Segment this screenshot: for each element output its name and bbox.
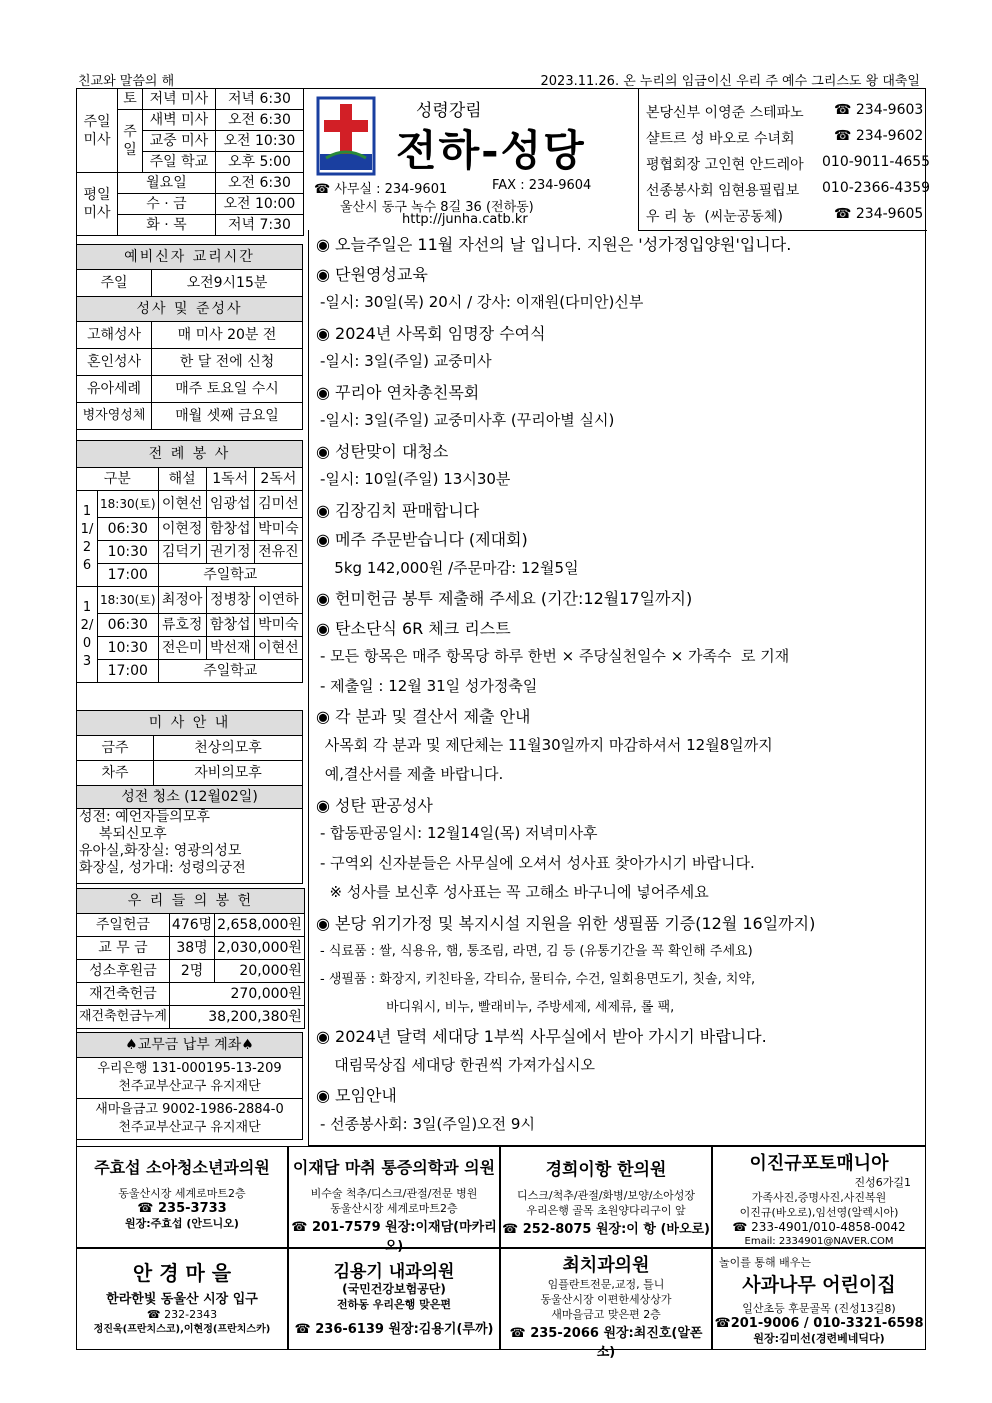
weekday-time: 오전 6:30	[215, 173, 303, 194]
announcement-heading: ◉ 2024년 달력 세대당 1부씩 사무실에서 받아 가시기 바랍니다.	[316, 1027, 767, 1046]
liturgy-person: 박미숙	[254, 518, 302, 541]
staff-role: 평협회장 고인현 안드레아	[646, 157, 804, 173]
announcement-detail: 바디워시, 비누, 빨래비누, 주방세제, 세제류, 롤 팩,	[320, 1000, 675, 1015]
offering-name: 교 무 금	[77, 937, 170, 960]
sacrament-name: 고해성사	[77, 322, 152, 349]
liturgy-person: 정병창	[206, 587, 254, 614]
offering-amount: 38,200,380원	[169, 1006, 304, 1029]
offering-count: 476명	[169, 914, 214, 937]
church-logo-icon	[316, 96, 376, 176]
ad-box	[500, 1146, 712, 1248]
ad-line: 전하동 우리은행 맞은편	[337, 1298, 451, 1311]
sacrament-name: 혼인성사	[77, 349, 152, 376]
mass-time: 저녁 6:30	[215, 89, 303, 110]
weekday-mass-label: 평일 미사	[77, 173, 118, 236]
liturgy-table	[76, 440, 303, 683]
catechumen-day: 주일	[77, 270, 152, 297]
offering-name: 성소후원금	[77, 960, 170, 983]
account-bank: 새마을금고 9002-1986-2884-0	[95, 1102, 284, 1117]
accounts-title: ♠교무금 납부 계좌♠	[77, 1033, 303, 1058]
offering-count: 38명	[169, 937, 214, 960]
ad-line: 임플란트전문,교정, 틀니	[547, 1278, 665, 1291]
ad-line: (국민건강보험공단)	[342, 1282, 446, 1296]
ad-box	[288, 1146, 500, 1254]
logo-title: 전하-성당	[396, 126, 586, 175]
liturgy-person: 함창섭	[206, 614, 254, 637]
offering-name: 재건축헌금누계	[77, 1006, 170, 1029]
ad-line: 동울산시장 세계로마트2층	[330, 1202, 458, 1215]
announcement-heading: ◉ 오늘주일은 11월 자선의 날 입니다. 지원은 '성가정입양원'입니다.	[316, 235, 792, 254]
mass-time: 오전 6:30	[215, 110, 303, 131]
staff-role: 선종봉사회 임현용필립보	[646, 183, 800, 199]
announcement-detail: - 제출일 : 12월 31일 성가정축일	[320, 676, 538, 695]
ad-box	[712, 1146, 926, 1248]
weekday-name: 월요일	[118, 173, 216, 194]
offering-amount: 2,658,000원	[215, 914, 305, 937]
liturgy-date: 12/03	[77, 587, 98, 683]
ad-line: 정진욱(프란치스코),이현정(프란치스카)	[93, 1324, 271, 1335]
mass-guide-name: 차주	[77, 761, 154, 786]
staff-role: 우 리 농 (씨눈공동체)	[646, 209, 783, 225]
liturgy-span: 주일학교	[158, 660, 302, 683]
liturgy-person: 김덕기	[158, 541, 206, 564]
account-holder: 천주교부산교구 유지재단	[118, 1120, 261, 1135]
offering-amount: 20,000원	[215, 960, 305, 983]
ad-title: 이진규포토매니아	[749, 1153, 889, 1174]
address: 울산시 동구 녹수 8길 36 (전하동)	[340, 200, 534, 215]
staff-role: 샬트르 성 바오로 수녀회	[646, 131, 795, 147]
sacrament-desc: 매주 토요일 수시	[152, 376, 303, 403]
weekday-name: 수 · 금	[118, 194, 216, 215]
announcement-detail: -일시: 3일(주일) 교중미사	[320, 352, 492, 370]
announcement-detail: 5kg 142,000원 /주문마감: 12월5일	[320, 558, 579, 577]
announcement-heading: ◉ 헌미헌금 봉투 제출해 주세요 (기간:12월17일까지)	[316, 589, 693, 608]
liturgy-span: 주일학교	[158, 564, 302, 587]
staff-phone: ☎ 234-9603	[834, 102, 924, 118]
liturgy-header: 해설	[158, 468, 206, 491]
liturgy-time: 17:00	[98, 564, 159, 587]
ad-line: 일산초등 후문골목 (진성13길8)	[742, 1302, 896, 1315]
announcement-detail: - 합동판공일시: 12월14일(목) 저녁미사후	[320, 824, 598, 842]
ad-line: 우리은행 골목 초원양다리구이 앞	[526, 1204, 686, 1217]
announcement-detail: -일시: 10일(주일) 13시30분	[320, 470, 511, 488]
ad-phone: ☎ 232-2343	[146, 1308, 218, 1321]
sunday-mass-label: 주일 미사	[77, 89, 118, 173]
mass-day: 토	[118, 89, 143, 110]
sacrament-desc: 한 달 전에 신청	[152, 349, 303, 376]
announcement-heading: ◉ 김장김치 판매합니다	[316, 500, 480, 520]
catechumen-table	[76, 244, 303, 430]
offering-name: 주일헌금	[77, 914, 170, 937]
sacraments-title: 성사 및 준성사	[77, 297, 303, 322]
announcement-detail: ※ 성사를 보신후 성사표는 꼭 고해소 바구니에 넣어주세요	[320, 883, 709, 901]
mass-guide-title: 미 사 안 내	[77, 711, 303, 736]
liturgy-person: 전유진	[254, 541, 302, 564]
sacrament-name: 병자영성체	[77, 403, 152, 430]
ad-title: 최치과의원	[562, 1255, 650, 1276]
staff-phone: ☎ 234-9602	[834, 128, 924, 144]
ad-box	[500, 1248, 712, 1360]
liturgy-person: 이현정	[158, 518, 206, 541]
mass-guide-desc: 천상의모후	[154, 736, 303, 761]
ad-line: 동울산시장 이편한세상상가	[540, 1293, 672, 1306]
liturgy-person: 임광섭	[206, 491, 254, 518]
cleaning-line: 복되신모후	[99, 826, 167, 842]
liturgy-person: 이현선	[158, 491, 206, 518]
mass-name: 주일 학교	[143, 152, 216, 173]
announcement-heading: ◉ 모임안내	[316, 1086, 397, 1105]
announcement-heading: ◉ 단원영성교육	[316, 264, 428, 284]
ad-line: 동울산시장 세계로마트2층	[118, 1187, 246, 1200]
liturgy-date: 11/26	[77, 491, 98, 587]
ad-title: 주효섭 소아청소년과의원	[94, 1158, 270, 1177]
liturgy-person: 함창섭	[206, 518, 254, 541]
ad-title: 경희이항 한의원	[545, 1160, 667, 1180]
ad-title: 안 경 마 을	[132, 1261, 232, 1285]
ad-phone: ☎ 252-8075 원장:이 항 (바오로)	[502, 1222, 710, 1237]
weekday-name: 화 · 목	[118, 215, 216, 236]
mass-guide-table	[76, 710, 303, 884]
staff-role: 본당신부 이영준 스테파노	[646, 105, 804, 121]
liturgy-time: 06:30	[98, 518, 159, 541]
liturgy-header: 1독서	[206, 468, 254, 491]
ad-phone: ☎ 236-6139 원장:김용기(루까)	[294, 1322, 494, 1337]
ad-box	[76, 1248, 288, 1350]
account-holder: 천주교부산교구 유지재단	[118, 1079, 261, 1094]
mass-guide-name: 금주	[77, 736, 154, 761]
ad-box	[76, 1146, 288, 1248]
announcement-heading: ◉ 탄소단식 6R 체크 리스트	[316, 618, 511, 638]
announcement-heading: ◉ 성탄맞이 대청소	[316, 441, 449, 461]
mass-name: 저녁 미사	[143, 89, 216, 110]
announcement-detail: -일시: 3일(주일) 교중미사후 (꾸리아별 실시)	[320, 411, 615, 429]
liturgy-header: 구분	[77, 468, 159, 491]
ad-title: 이재담 마취 통증의학과 의원	[292, 1158, 496, 1177]
liturgy-time: 10:30	[98, 541, 159, 564]
ad-line: 원장:주효섭 (안드니오)	[125, 1217, 239, 1230]
liturgy-person: 박미숙	[254, 614, 302, 637]
accounts-table	[76, 1032, 303, 1140]
liturgy-time: 18:30(토)	[98, 587, 159, 614]
offering-title: 우 리 들 의 봉 헌	[77, 889, 305, 914]
offering-count: 2명	[169, 960, 214, 983]
offering-table	[76, 888, 305, 1029]
account-bank: 우리은행 131-000195-13-209	[97, 1061, 282, 1076]
liturgy-person: 권기정	[206, 541, 254, 564]
liturgy-time: 18:30(토)	[98, 491, 159, 518]
ad-phone: ☎201-9006 / 010-3321-6598	[714, 1316, 924, 1331]
announcement-detail: - 구역외 신자분들은 사무실에 오셔서 성사표 찾아가시기 바랍니다.	[320, 853, 755, 872]
offering-name: 재건축헌금	[77, 983, 170, 1006]
ad-line: 놀이를 통해 배우는	[719, 1256, 812, 1269]
liturgy-title: 전 례 봉 사	[77, 441, 303, 468]
cleaning-line: 성전: 예언자들의모후	[79, 809, 210, 825]
ad-line: 가족사진,증명사진,사진복원	[751, 1191, 887, 1204]
announcement-heading: ◉ 2024년 사목회 임명장 수여식	[316, 323, 546, 343]
ad-box	[712, 1248, 926, 1350]
announcement-detail: - 모든 항목은 매주 항목당 하루 한번 × 주당실천일수 × 가족수 로 기재	[320, 647, 790, 665]
announcement-detail: - 식료품 : 쌀, 식용유, 햄, 통조림, 라면, 김 등 (유통기간을 꼭 확인해 주세요)	[320, 944, 753, 959]
announcement-heading: ◉ 성탄 판공성사	[316, 795, 433, 815]
logo-subtitle: 성령강림	[416, 101, 482, 121]
ad-line: Email: 2334901@NAVER.COM	[744, 1236, 894, 1247]
fax: FAX : 234-9604	[492, 178, 592, 193]
ad-line: 원장:김미선(경련베네딕다)	[753, 1332, 885, 1345]
cleaning-line: 유아실,화장실: 영광의성모	[79, 843, 242, 859]
ad-line: 새마을금고 맞은편 2층	[551, 1308, 661, 1321]
announcement-detail: 예,결산서를 제출 바랍니다.	[320, 765, 504, 783]
mass-time: 오후 5:00	[215, 152, 303, 173]
announcement-heading: ◉ 꾸리아 연차총친목회	[316, 382, 480, 402]
offering-amount: 2,030,000원	[215, 937, 305, 960]
ad-line: 디스크/척추/관절/화병/보양/소아성장	[517, 1189, 695, 1202]
announcement-heading: ◉ 본당 위기가정 및 복지시설 지원을 위한 생필품 기증(12월 16일까지)	[316, 913, 816, 933]
ad-line: 비수술 척추/디스크/관절/전문 병원	[310, 1187, 478, 1200]
liturgy-person: 김미선	[254, 491, 302, 518]
mass-times-table	[76, 88, 304, 236]
staff-phone: 010-2366-4359	[822, 180, 931, 196]
mass-day: 주일	[118, 110, 143, 173]
ad-line: 진성6가길1	[854, 1176, 911, 1189]
liturgy-person: 박선재	[206, 637, 254, 660]
mass-time: 오전 10:30	[215, 131, 303, 152]
cleaning-line: 화장실, 성가대: 성령의궁전	[79, 860, 246, 876]
announcement-heading: ◉ 각 분과 및 결산서 제출 안내	[316, 707, 531, 726]
mass-name: 교중 미사	[143, 131, 216, 152]
ad-phone: ☎ 233-4901/010-4858-0042	[732, 1220, 906, 1234]
announcement-heading: ◉ 메주 주문받습니다 (제대회)	[316, 530, 528, 549]
offering-amount: 270,000원	[169, 983, 304, 1006]
liturgy-time: 17:00	[98, 660, 159, 683]
ad-line: 한라한빛 동울산 시장 입구	[106, 1292, 258, 1307]
ad-phone: ☎ 201-7579 원장:이재담(마카리오)	[291, 1220, 497, 1254]
liturgy-time: 06:30	[98, 614, 159, 637]
weekday-time: 저녁 7:30	[215, 215, 303, 236]
liturgy-person: 류호정	[158, 614, 206, 637]
cleaning-title: 성전 청소 (12월02일)	[77, 786, 303, 809]
sacrament-desc: 매 미사 20분 전	[152, 322, 303, 349]
staff-phone: ☎ 234-9605	[834, 206, 924, 222]
ad-title: 사과나무 어린이집	[742, 1274, 896, 1296]
announcement-detail: - 선종봉사회: 3일(주일)오전 9시	[320, 1114, 535, 1133]
liturgy-header: 2독서	[254, 468, 302, 491]
ad-title: 김용기 내과의원	[333, 1262, 455, 1282]
homepage-link[interactable]: http://junha.catb.kr	[402, 212, 528, 227]
header-left: 친교와 말씀의 해	[78, 74, 175, 89]
ad-phone: ☎ 235-2066 원장:최진호(알폰소)	[509, 1326, 703, 1360]
weekday-time: 오전 10:00	[215, 194, 303, 215]
header-right: 2023.11.26. 온 누리의 임금이신 우리 주 예수 그리스도 왕 대축일	[540, 74, 920, 89]
announcement-detail: - 생필품 : 화장지, 키친타올, 각티슈, 물티슈, 수건, 일회용면도기, 칫솔, 치약,	[320, 972, 756, 987]
ad-phone: ☎ 235-3733	[137, 1201, 227, 1216]
mass-guide-desc: 자비의모후	[154, 761, 303, 786]
mass-name: 새벽 미사	[143, 110, 216, 131]
ad-box	[288, 1248, 500, 1350]
office-phone: ☎ 사무실 : 234-9601	[314, 182, 448, 197]
catechumen-title: 예비신자 교리시간	[77, 245, 303, 270]
sacrament-name: 유아세례	[77, 376, 152, 403]
ad-line: 이진규(바오로),임선영(알렉시아)	[739, 1206, 899, 1219]
announcement-detail: 사목회 각 분과 및 제단체는 11월30일까지 마감하셔서 12월8일까지	[320, 735, 773, 754]
liturgy-person: 이연하	[254, 587, 302, 614]
announcement-detail: 대림묵상집 세대당 한권씩 가져가십시오	[320, 1055, 595, 1074]
liturgy-time: 10:30	[98, 637, 159, 660]
liturgy-person: 전은미	[158, 637, 206, 660]
staff-phone: 010-9011-4655	[822, 154, 931, 170]
catechumen-time: 오전9시15분	[152, 270, 303, 297]
liturgy-person: 이현선	[254, 637, 302, 660]
liturgy-person: 최정아	[158, 587, 206, 614]
announcement-detail: -일시: 30일(목) 20시 / 강사: 이재원(다미안)신부	[320, 293, 644, 311]
sacrament-desc: 매월 셋째 금요일	[152, 403, 303, 430]
